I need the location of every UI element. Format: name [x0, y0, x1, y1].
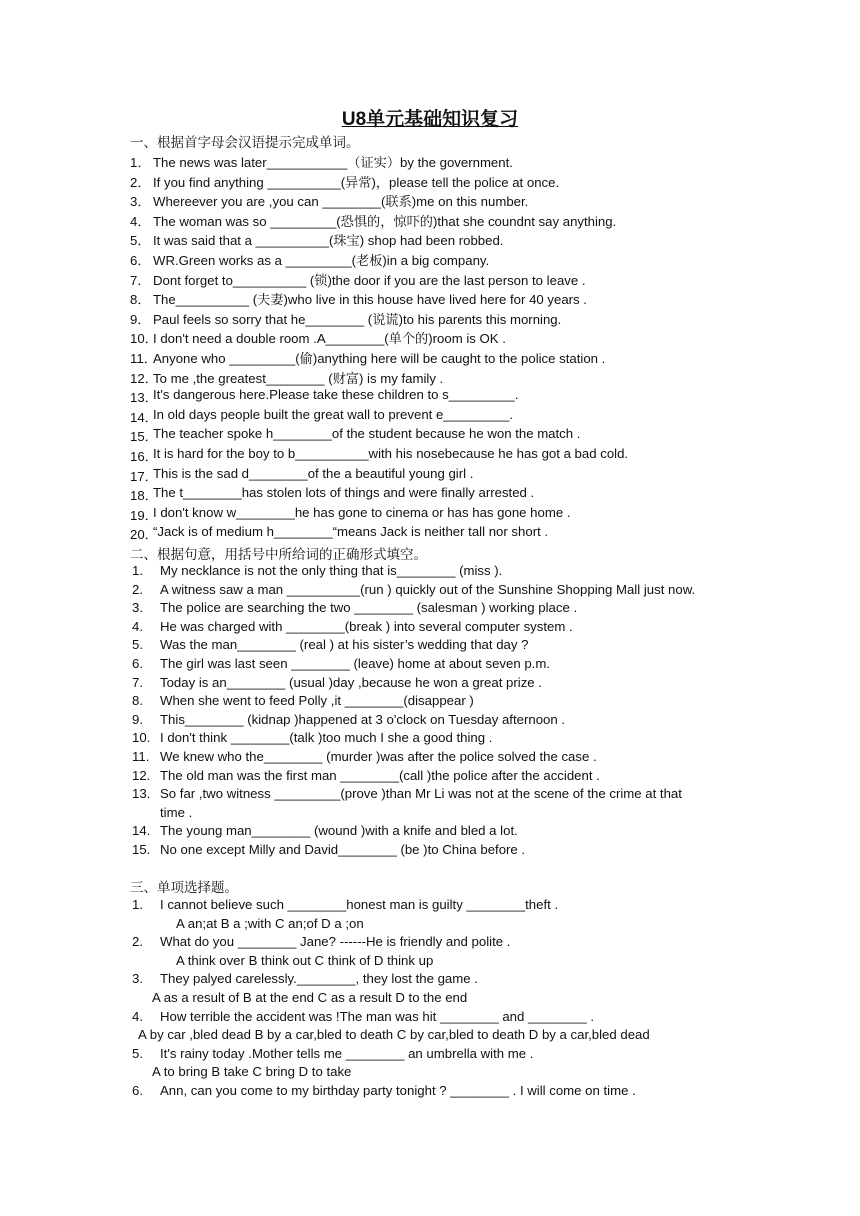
question-number: 7． — [130, 272, 151, 288]
question-text: How terrible the accident was !The man was hit ________ and ________ . — [160, 1008, 594, 1024]
question-text: So far ,two witness _________(prove )than Mr Li was not at the scene of the crime at that — [160, 786, 682, 802]
question-number: 9． — [130, 311, 151, 327]
question-number: 19． — [130, 507, 158, 523]
question-text: He was charged with ________(break ) into several computer system . — [160, 618, 573, 634]
question-number: 2． — [130, 174, 151, 190]
question-text: The police are searching the two ________ (salesman ) working place . — [160, 600, 578, 616]
question-text: The t________has stolen lots of things and were finally arrested . — [153, 485, 535, 501]
question-number: 6. — [132, 1083, 143, 1098]
question-number: 10. — [132, 730, 151, 746]
question-text: To me ,the greatest________ (财富) is my family . — [153, 370, 444, 386]
question-number: 18． — [130, 488, 158, 504]
question-text: I don't think ________(talk )too much I she a good thing . — [160, 730, 493, 746]
question-number: 8. — [132, 693, 143, 709]
question-text: The girl was last seen ________ (leave) home at about seven p.m. — [160, 656, 550, 671]
question-number: 14． — [130, 409, 158, 425]
question-text: This is the sad d________of the a beautiful young girl . — [153, 465, 474, 481]
question-text: WR.Green works as a _________(老板)in a big company. — [153, 253, 490, 268]
question-number: 3． — [130, 194, 151, 210]
question-text: Whereever you are ,you can ________(联系)me on this number. — [153, 194, 529, 210]
question-text: A an;at B a ;with C an;of D a ;on — [176, 915, 364, 931]
question-text: A witness saw a man __________(run ) quickly out of the Sunshine Shopping Mall just now. — [160, 581, 696, 597]
question-number: 5. — [132, 637, 143, 653]
question-number: 11. — [132, 749, 150, 764]
question-number: 17． — [130, 468, 158, 484]
question-text: It is hard for the boy to b__________with his nosebecause he has got a bad cold. — [153, 446, 629, 461]
question-text: If you find anything __________(异常)，please tell the police at once. — [153, 174, 560, 190]
question-number: 1． — [130, 155, 151, 170]
question-text: I don't know w________he has gone to cinema or has has gone home . — [153, 504, 571, 520]
question-text: A think over B think out C think of D think up — [176, 952, 434, 968]
question-number: 6． — [130, 253, 151, 268]
question-text: In old days people built the great wall to prevent e_________. — [153, 406, 513, 422]
question-text: It's dangerous here.Please take these children to s_________. — [153, 387, 519, 403]
question-text: When she went to feed Polly ,it ________(disappear ) — [160, 693, 474, 709]
question-text: The__________ (夫妻)who live in this house have lived here for 40 years . — [153, 292, 587, 308]
question-number: 7. — [132, 674, 143, 690]
question-text: They palyed carelessly.________, they lost the game . — [160, 971, 478, 987]
question-number: 13． — [130, 390, 158, 406]
question-text: Today is an________ (usual )day ,because he won a great prize . — [160, 674, 542, 690]
question-text: It's rainy today .Mother tells me ________ an umbrella with me . — [160, 1045, 534, 1061]
question-number: 3. — [132, 971, 143, 987]
question-number: 20． — [130, 527, 158, 543]
question-number: 12． — [130, 370, 158, 386]
question-text: Paul feels so sorry that he________ (说谎)to his parents this morning. — [153, 311, 562, 327]
question-text: I don't need a double room .A________(单个的)room is OK . — [153, 331, 506, 347]
question-text: A as a result of B at the end C as a result D to the end — [152, 990, 468, 1005]
question-number: 16． — [130, 449, 158, 464]
question-text: A by car ,bled dead B by a car,bled to death C by car,bled to death D by a car,bled dead — [138, 1027, 650, 1043]
question-text: The woman was so _________(恐惧的，惊吓的)that she coundnt say anything. — [153, 213, 617, 229]
question-text: time . — [160, 804, 193, 820]
question-text: My necklance is not the only thing that is________ (miss ). — [160, 563, 503, 578]
question-number: 15. — [132, 842, 151, 857]
question-text: Dont forget to__________ (锁)the door if you are the last person to leave . — [153, 272, 586, 288]
section-heading-2: 二、根据句意，用括号中所给词的正确形式填空。 — [130, 547, 427, 563]
question-number: 1. — [132, 897, 143, 912]
question-text: This________ (kidnap )happened at 3 o'clock on Tuesday afternoon . — [160, 711, 566, 727]
page-title: U8单元基础知识复习 — [341, 109, 519, 130]
question-text: The teacher spoke h________of the student because he won the match . — [153, 426, 581, 442]
question-number: 2. — [132, 581, 143, 597]
question-number: 9. — [132, 711, 143, 727]
question-text: Anyone who _________(偷)anything here will be caught to the police station . — [153, 351, 606, 366]
question-number: 5. — [132, 1045, 143, 1061]
question-text: The young man________ (wound )with a knife and bled a lot. — [160, 823, 518, 839]
question-text: It was said that a __________(珠宝) shop had been robbed. — [153, 233, 504, 249]
question-number: 6. — [132, 656, 143, 671]
question-text: Ann, can you come to my birthday party tonight ? ________ . I will come on time . — [160, 1083, 636, 1098]
question-number: 15． — [130, 429, 158, 445]
question-number: 14. — [132, 823, 151, 839]
question-number: 4． — [130, 213, 151, 229]
question-text: No one except Milly and David________ (be )to China before . — [160, 842, 526, 857]
question-text: What do you ________ Jane? ------He is friendly and polite . — [160, 934, 511, 950]
question-number: 10． — [130, 331, 158, 347]
question-text: I cannot believe such ________honest man is guilty ________theft . — [160, 897, 559, 912]
question-number: 13. — [132, 786, 151, 802]
section-heading-1: 一、根据首字母会汉语提示完成单词。 — [130, 135, 360, 151]
question-text: The news was later___________（证实）by the government. — [153, 155, 513, 170]
question-text: Was the man________ (real ) at his sister’s wedding that day ? — [160, 637, 529, 653]
question-text: The old man was the first man ________(call )the police after the accident . — [160, 767, 600, 783]
section-heading-3: 三、单项选择题。 — [130, 880, 238, 896]
question-number: 4. — [132, 1008, 143, 1024]
question-number: 11． — [130, 351, 157, 366]
question-number: 4. — [132, 618, 143, 634]
question-number: 12. — [132, 767, 151, 783]
question-number: 2. — [132, 934, 143, 950]
question-number: 5． — [130, 233, 151, 249]
question-number: 3. — [132, 600, 143, 616]
question-number: 8． — [130, 292, 151, 308]
question-text: “Jack is of medium h________“means Jack is neither tall nor short . — [153, 524, 549, 540]
question-number: 1. — [132, 563, 143, 578]
question-text: We knew who the________ (murder )was after the police solved the case . — [160, 749, 597, 764]
question-text: A to bring B take C bring D to take — [152, 1064, 352, 1080]
